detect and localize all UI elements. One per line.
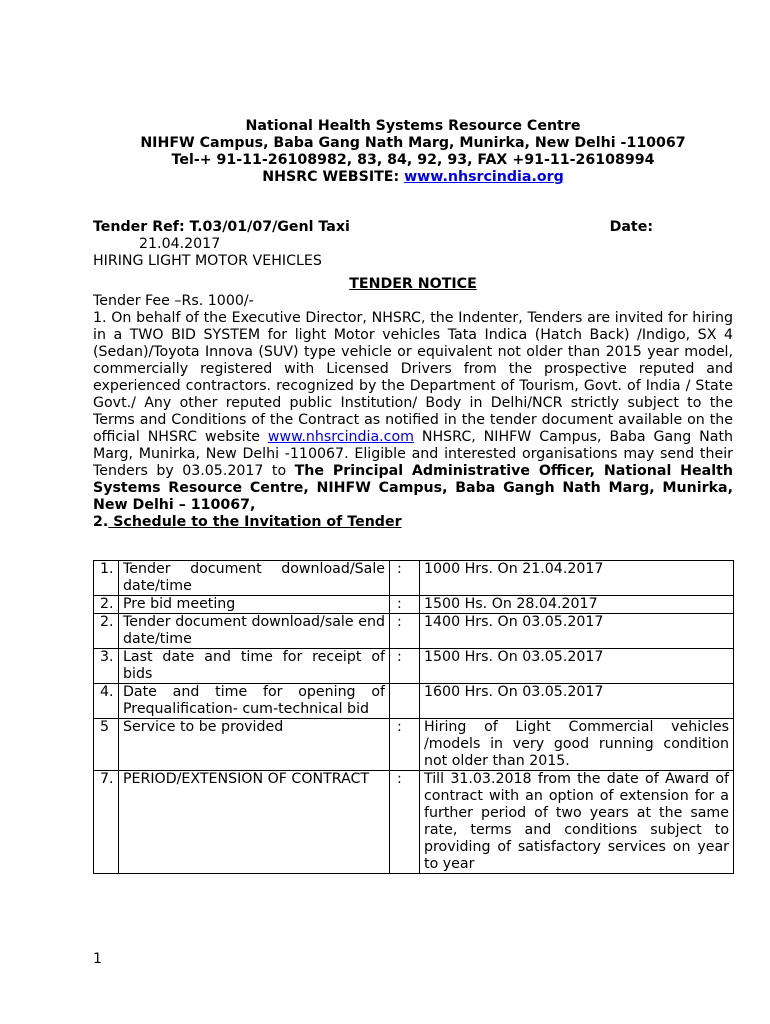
row-item: PERIOD/EXTENSION OF CONTRACT [119, 771, 390, 874]
row-item: Tender document download/Sale date/time [119, 561, 390, 596]
row-value: 1600 Hrs. On 03.05.2017 [420, 684, 734, 719]
date-label: Date: [609, 219, 653, 235]
row-number: 2. [94, 614, 119, 649]
row-number: 4. [94, 684, 119, 719]
table-row [94, 684, 734, 719]
schedule-heading [93, 514, 733, 531]
row-value: 1000 Hrs. On 21.04.2017 [420, 561, 734, 596]
table-row [94, 596, 734, 614]
tender-ref: Tender Ref: T.03/01/07/Genl Taxi [93, 219, 350, 235]
row-number: 3. [94, 649, 119, 684]
para1-website-link[interactable]: www.nhsrcindia.com [267, 429, 414, 445]
row-number: 2. [94, 596, 119, 614]
tender-fee: Tender Fee –Rs. 1000/- [93, 293, 254, 309]
row-value: Hiring of Light Commercial vehicles /models in very good running condition not older than 2015. [420, 719, 734, 771]
row-item: Tender document download/sale end date/time [119, 614, 390, 649]
row-separator: : [390, 596, 420, 614]
table-row [94, 719, 734, 771]
row-separator: : [390, 771, 420, 874]
row-value: 1500 Hrs. On 03.05.2017 [420, 649, 734, 684]
row-item: Date and time for opening of Prequalification- cum-technical bid [119, 684, 390, 719]
table-row [94, 561, 734, 596]
schedule-table [93, 560, 734, 874]
tender-date: 21.04.2017 [139, 236, 221, 252]
row-number: 5 [94, 719, 119, 771]
para1-text-a: 1. On behalf of the Executive Director, NHSRC, the Indenter, Tenders are invited for hiring in a TWO BID SYSTEM for light Motor vehicles Tata Indica (Hatch Back) /Indigo, SX 4 (Sedan)/Toyota Innova (SUV) type vehicle or equivalent not older than 2015 year model, commercially registered with Licensed Drivers from the prospective reputed and experienced contractors. recognized by the Department of Tourism, Govt. of India / State Govt./ Any other reputed public Institution/ Body in Delhi/NCR strictly subject to the Terms and Conditions of the Contract as notified in the tender document available on the official NHSRC website [93, 310, 733, 445]
row-value: 1400 Hrs. On 03.05.2017 [420, 614, 734, 649]
row-value: Till 31.03.2018 from the date of Award of contract with an option of extension for a further period of two years at the same rate, terms and conditions subject to providing of satisfactory services on year to year [420, 771, 734, 874]
row-separator: : [390, 614, 420, 649]
row-separator: : [390, 649, 420, 684]
document-page [93, 118, 733, 531]
website-link[interactable]: www.nhsrcindia.org [404, 169, 564, 185]
row-separator: : [390, 719, 420, 771]
tender-ref-row [93, 219, 733, 236]
row-separator: : [390, 561, 420, 596]
row-item: Service to be provided [119, 719, 390, 771]
row-separator [390, 684, 420, 719]
para1-addressee: The Principal Administrative Officer, National Health Systems Resource Centre, NIHFW Campus, Baba Gangh Nath Marg, Munirka, New Delhi – 110067, [93, 463, 733, 513]
row-number: 1. [94, 561, 119, 596]
org-address: NIHFW Campus, Baba Gang Nath Marg, Munirka, New Delhi -110067 [140, 135, 686, 151]
row-value: 1500 Hs. On 28.04.2017 [420, 596, 734, 614]
org-name: National Health Systems Resource Centre [245, 118, 581, 134]
table-row [94, 771, 734, 874]
table-row [94, 614, 734, 649]
para1-text-b: NHSRC, NIHFW Campus, Baba Gang Nath Marg, Munirka, New Delhi -110067. Eligible and interested organisations may send their Tenders by 03.05.2017 to [93, 429, 733, 479]
schedule-number: 2. [93, 514, 109, 530]
website-label: NHSRC WEBSITE: [262, 169, 405, 185]
page-number: 1 [93, 951, 102, 967]
tender-subject: HIRING LIGHT MOTOR VEHICLES [93, 253, 322, 269]
schedule-title: Schedule to the Invitation of Tender [108, 514, 402, 530]
tender-notice-title: TENDER NOTICE [349, 276, 477, 292]
org-website-line [93, 169, 733, 186]
row-item: Pre bid meeting [119, 596, 390, 614]
tender-paragraph-1 [93, 310, 733, 514]
row-number: 7. [94, 771, 119, 874]
org-phones: Tel-+ 91-11-26108982, 83, 84, 92, 93, FAX +91-11-26108994 [171, 152, 655, 168]
row-item: Last date and time for receipt of bids [119, 649, 390, 684]
table-row [94, 649, 734, 684]
